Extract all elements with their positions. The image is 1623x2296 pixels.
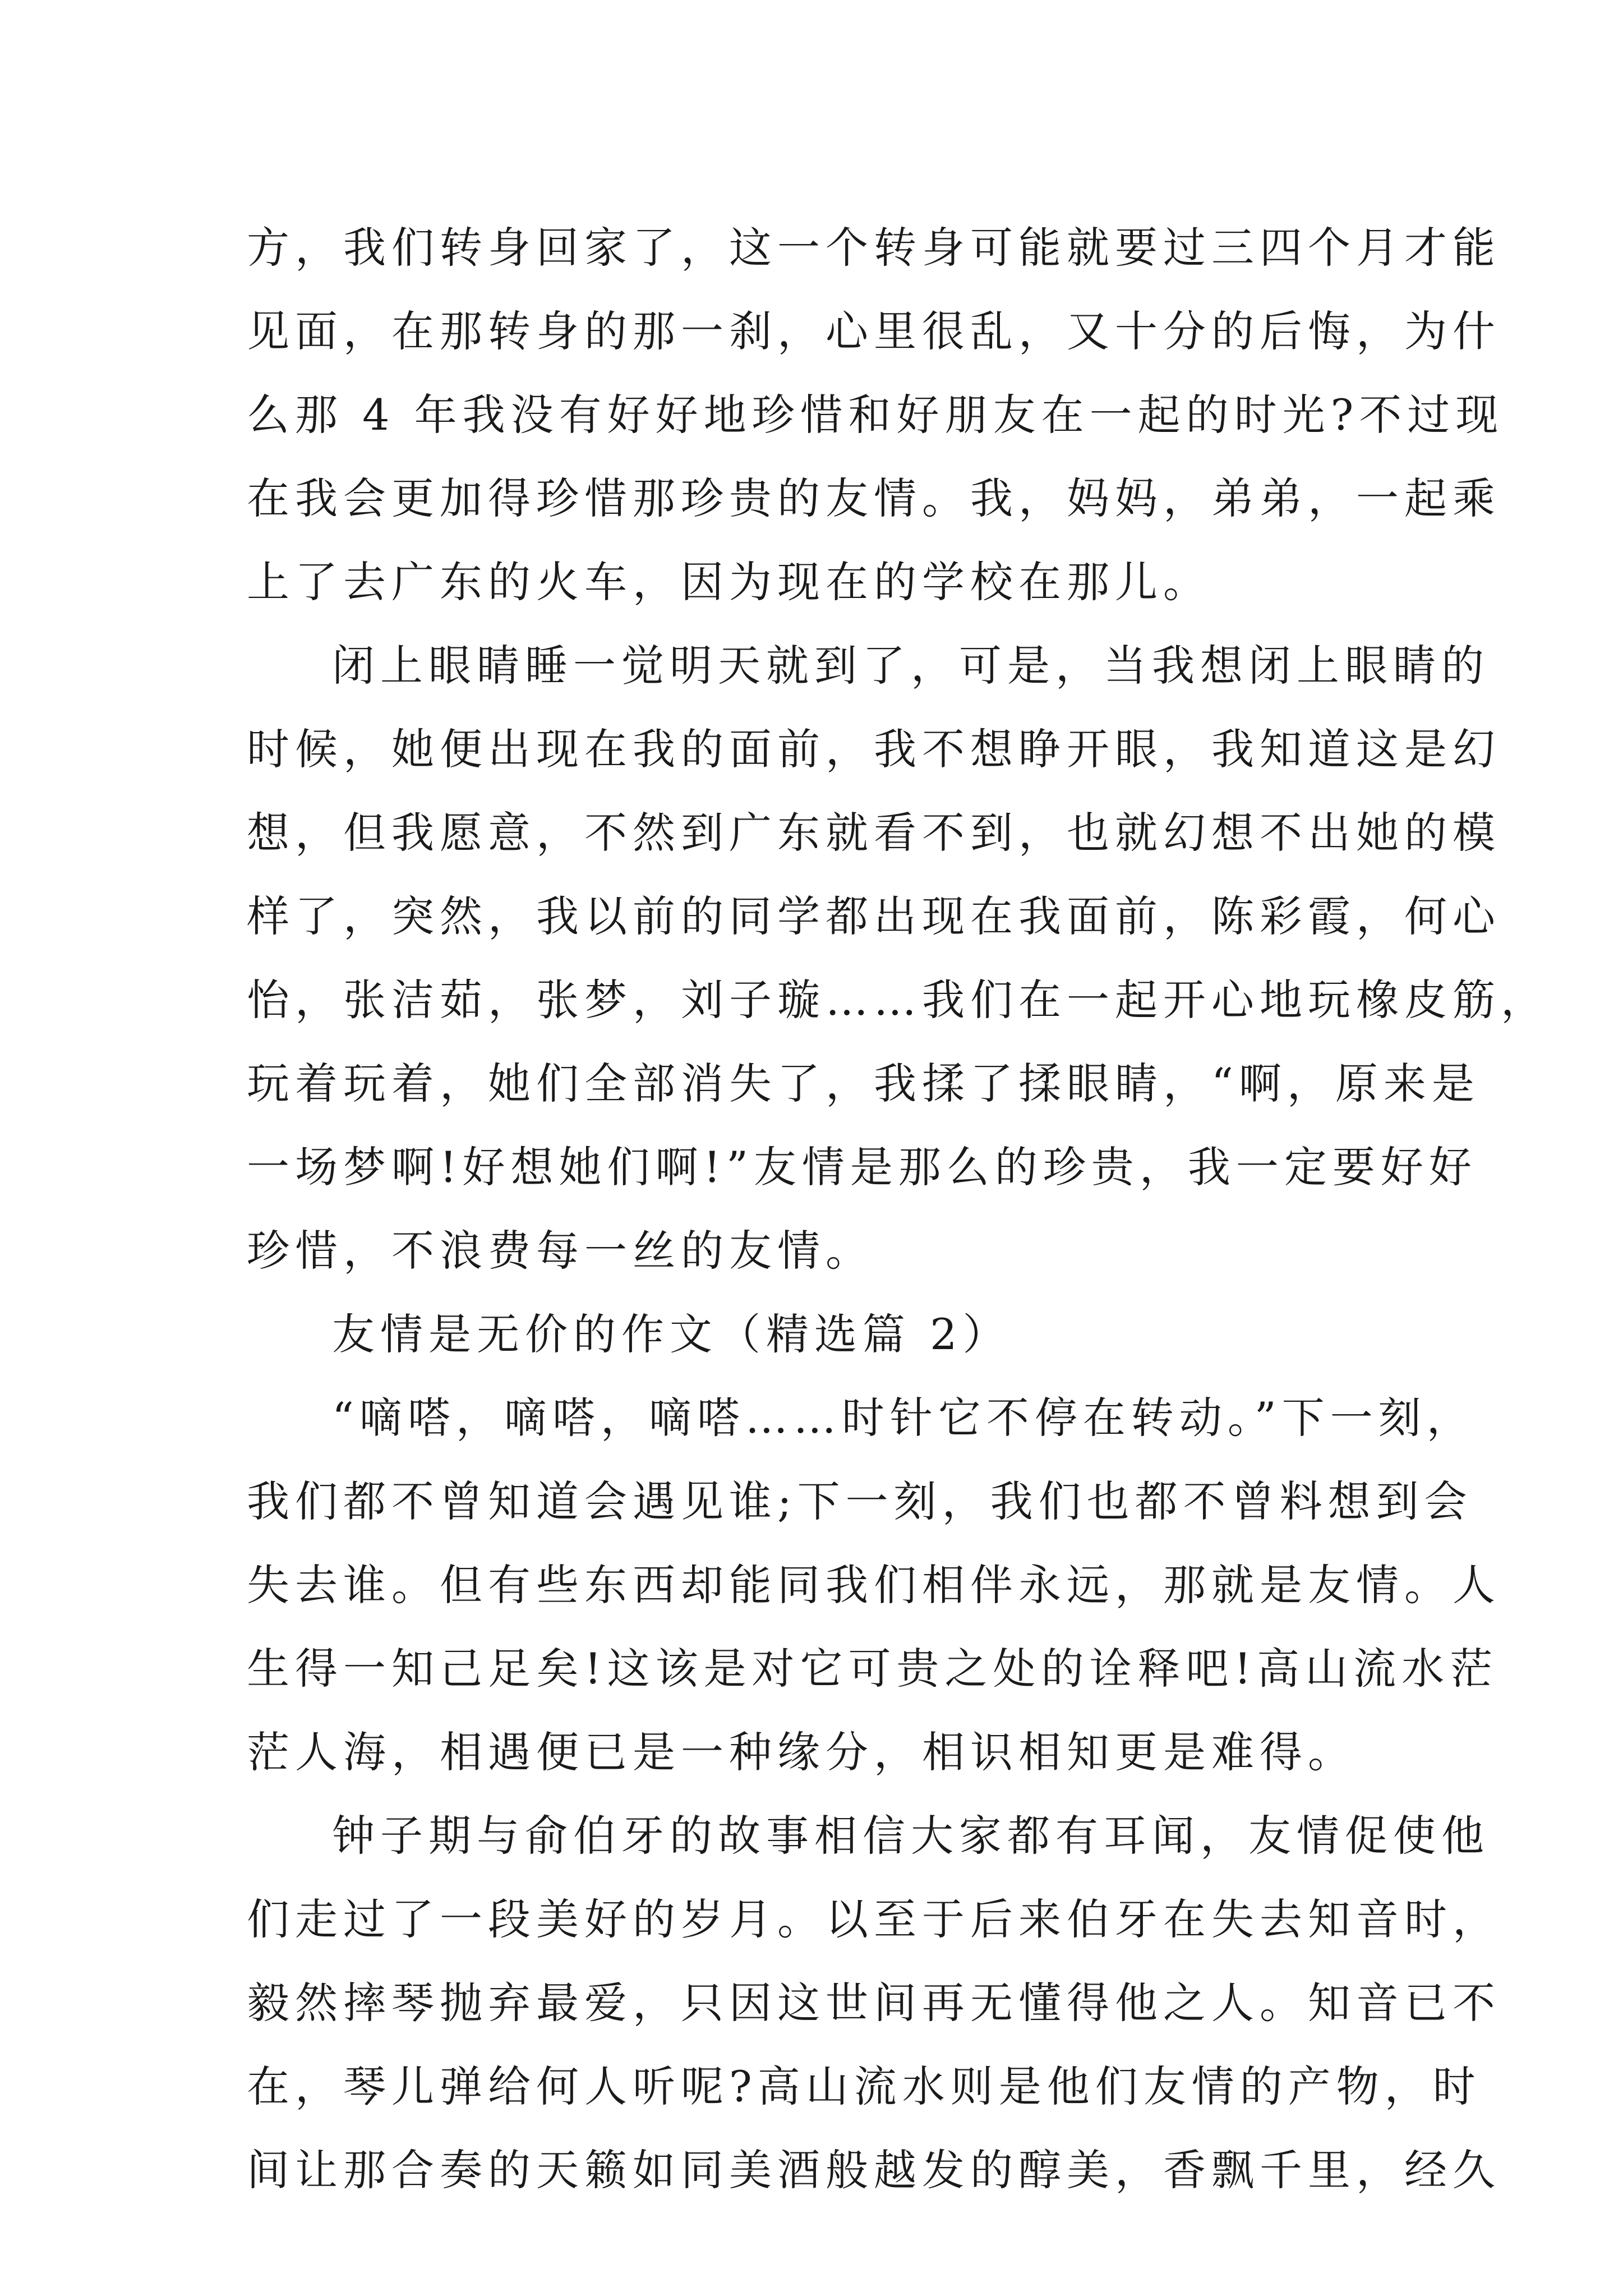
text-line: 玩着玩着，她们全部消失了，我揉了揉眼睛，“啊，原来是	[247, 1059, 1480, 1108]
paragraph-first-line: 钟子期与俞伯牙的故事相信大家都有耳闻，友情促使他	[332, 1811, 1490, 1861]
text-line: 毅然摔琴抛弃最爱，只因这世间再无懂得他之人。知音已不	[247, 1978, 1501, 2028]
text-line: 失去谁。但有些东西却能同我们相伴永远，那就是友情。人	[247, 1560, 1501, 1610]
section-heading: 友情是无价的作文（精选篇 2）	[332, 1309, 1011, 1359]
text-line: 见面，在那转身的那一刹，心里很乱，又十分的后悔，为什	[247, 306, 1501, 356]
text-line: 怡，张洁茹，张梦，刘子璇……我们在一起开心地玩橡皮筋，	[247, 975, 1549, 1025]
text-line: 我们都不曾知道会遇见谁;下一刻，我们也都不曾料想到会	[247, 1476, 1473, 1526]
text-line: 茫人海，相遇便已是一种缘分，相识相知更是难得。	[247, 1727, 1356, 1777]
paragraph-first-line: 闭上眼睛睡一觉明天就到了，可是，当我想闭上眼睛的	[332, 641, 1490, 691]
text-line: 在，琴儿弹给何人听呢?高山流水则是他们友情的产物，时	[247, 2062, 1481, 2111]
text-line: 时候，她便出现在我的面前，我不想睁开眼，我知道这是幻	[247, 724, 1501, 774]
text-line: 间让那合奏的天籁如同美酒般越发的醇美，香飘千里，经久	[247, 2145, 1501, 2195]
text-line: 么那 4 年我没有好好地珍惜和好朋友在一起的时光?不过现	[247, 390, 1504, 440]
text-line: 想，但我愿意，不然到广东就看不到，也就幻想不出她的模	[247, 808, 1501, 858]
text-line: 方，我们转身回家了，这一个转身可能就要过三四个月才能	[247, 223, 1501, 273]
text-line: 们走过了一段美好的岁月。以至于后来伯牙在失去知音时，	[247, 1894, 1501, 1944]
text-line: 生得一知己足矣!这该是对它可贵之处的诠释吧!高山流水茫	[247, 1644, 1498, 1694]
text-line: 在我会更加得珍惜那珍贵的友情。我，妈妈，弟弟，一起乘	[247, 473, 1501, 523]
text-line: 上了去广东的火车，因为现在的学校在那儿。	[247, 557, 1211, 607]
paragraph-first-line: “嘀嗒，嘀嗒，嘀嗒……时针它不停在转动。”下一刻，	[332, 1393, 1475, 1443]
text-line: 珍惜，不浪费每一丝的友情。	[247, 1226, 874, 1276]
text-line: 样了，突然，我以前的同学都出现在我面前，陈彩霞，何心	[247, 891, 1501, 941]
text-line: 一场梦啊!好想她们啊!”友情是那么的珍贵，我一定要好好	[247, 1142, 1477, 1192]
